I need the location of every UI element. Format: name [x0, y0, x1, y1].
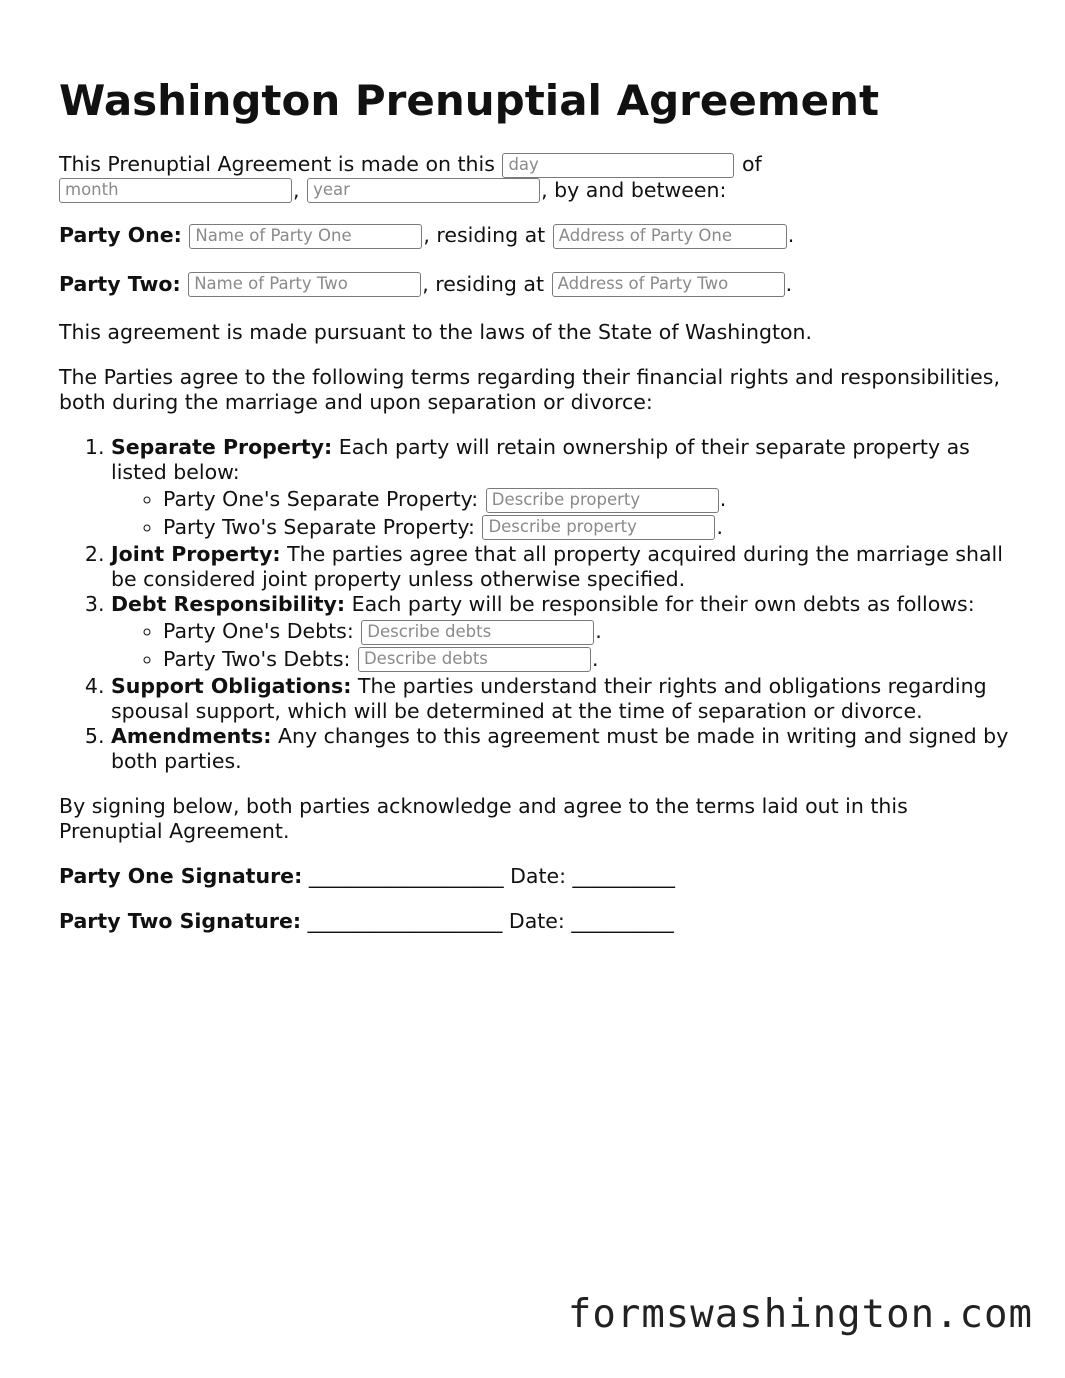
- term-support-obligations: [111, 674, 1009, 724]
- term-text: The parties agree that all property acquired during the marriage shall be considered joint property unless otherwise specified.: [111, 542, 1003, 591]
- party-one-property-field[interactable]: Describe property: [486, 488, 719, 513]
- term-separate-property: [111, 435, 1009, 540]
- closing-statement: By signing below, both parties acknowledge and agree to the terms laid out in this Prenuptial Agreement.: [59, 794, 908, 843]
- signature-line[interactable]: ___________________: [307, 909, 503, 933]
- list-item: [163, 515, 1009, 541]
- intro-paragraph: [59, 152, 1009, 203]
- party-two-residing-text: , residing at: [422, 271, 545, 296]
- signature-label: Party Two Signature:: [59, 909, 302, 933]
- party-two-address-field[interactable]: Address of Party Two: [552, 272, 785, 297]
- party-two-name-field[interactable]: Name of Party Two: [188, 272, 421, 297]
- term-text: Each party will be responsible for their own debts as follows:: [345, 592, 975, 616]
- sub-item-period: .: [591, 646, 599, 671]
- term-text: Any changes to this agreement must be made in writing and signed by both parties.: [111, 724, 1009, 773]
- sub-item-label: Party One's Separate Property:: [163, 487, 479, 511]
- intro-text-before-day: This Prenuptial Agreement is made on this: [59, 152, 495, 176]
- date-line[interactable]: __________: [571, 909, 674, 933]
- site-watermark: formswashington.com: [567, 1292, 1033, 1337]
- sub-item-label: Party Two's Debts:: [163, 646, 351, 671]
- sub-item-period: .: [719, 487, 727, 511]
- party-two-row: [59, 272, 1009, 298]
- separate-property-sublist: [111, 487, 1009, 540]
- sub-item-period: .: [595, 619, 602, 643]
- party-one-signature-row: [59, 864, 1009, 889]
- term-text: The parties understand their rights and obligations regarding spousal support, which will be determined at the time of separation or divorce.: [111, 674, 987, 723]
- day-field[interactable]: day: [502, 153, 734, 178]
- sub-item-label: Party Two's Separate Property:: [163, 514, 475, 539]
- term-heading: Joint Property:: [111, 542, 281, 566]
- term-heading: Amendments:: [111, 724, 272, 748]
- party-two-signature-row: [59, 909, 1009, 934]
- terms-intro: The Parties agree to the following terms regarding their financial rights and responsibilities, both during the marriage and upon separation or divorce:: [59, 365, 1000, 414]
- intro-by-and-between: , by and between:: [541, 177, 727, 202]
- party-two-period: .: [785, 271, 793, 296]
- signature-label: Party One Signature:: [59, 864, 303, 888]
- party-one-debts-field[interactable]: Describe debts: [361, 620, 594, 645]
- party-one-address-field[interactable]: Address of Party One: [553, 224, 787, 249]
- term-joint-property: [111, 542, 1009, 592]
- signature-line[interactable]: ___________________: [308, 864, 504, 888]
- term-heading: Support Obligations:: [111, 674, 352, 698]
- sub-item-label: Party One's Debts:: [163, 619, 354, 643]
- intro-comma: ,: [293, 177, 300, 202]
- list-item: [163, 619, 1009, 645]
- document-body: [59, 152, 1009, 954]
- term-heading: Separate Property:: [111, 435, 333, 459]
- list-item: [163, 647, 1009, 673]
- term-heading: Debt Responsibility:: [111, 592, 346, 616]
- month-field[interactable]: month: [59, 178, 292, 203]
- party-two-label: Party Two:: [59, 271, 181, 296]
- party-one-row: [59, 223, 1009, 249]
- date-line[interactable]: __________: [572, 864, 676, 888]
- document-title: Washington Prenuptial Agreement: [59, 76, 880, 125]
- debts-sublist: [111, 619, 1009, 672]
- party-one-label: Party One:: [59, 223, 182, 247]
- party-one-residing-text: , residing at: [423, 223, 546, 247]
- term-amendments: [111, 724, 1009, 774]
- party-one-name-field[interactable]: Name of Party One: [189, 224, 422, 249]
- term-debt-responsibility: [111, 592, 1009, 672]
- terms-list: [59, 435, 1009, 774]
- date-label: Date:: [510, 864, 566, 888]
- party-two-property-field[interactable]: Describe property: [482, 515, 715, 540]
- laws-statement: This agreement is made pursuant to the laws of the State of Washington.: [59, 320, 813, 344]
- term-text: Each party will retain ownership of their separate property as listed below:: [111, 435, 970, 484]
- party-one-period: .: [787, 223, 795, 247]
- date-label: Date:: [508, 909, 565, 933]
- sub-item-period: .: [716, 514, 723, 539]
- list-item: [163, 487, 1009, 513]
- intro-text-of: of: [741, 152, 762, 176]
- year-field[interactable]: year: [307, 178, 540, 203]
- party-two-debts-field[interactable]: Describe debts: [358, 647, 591, 672]
